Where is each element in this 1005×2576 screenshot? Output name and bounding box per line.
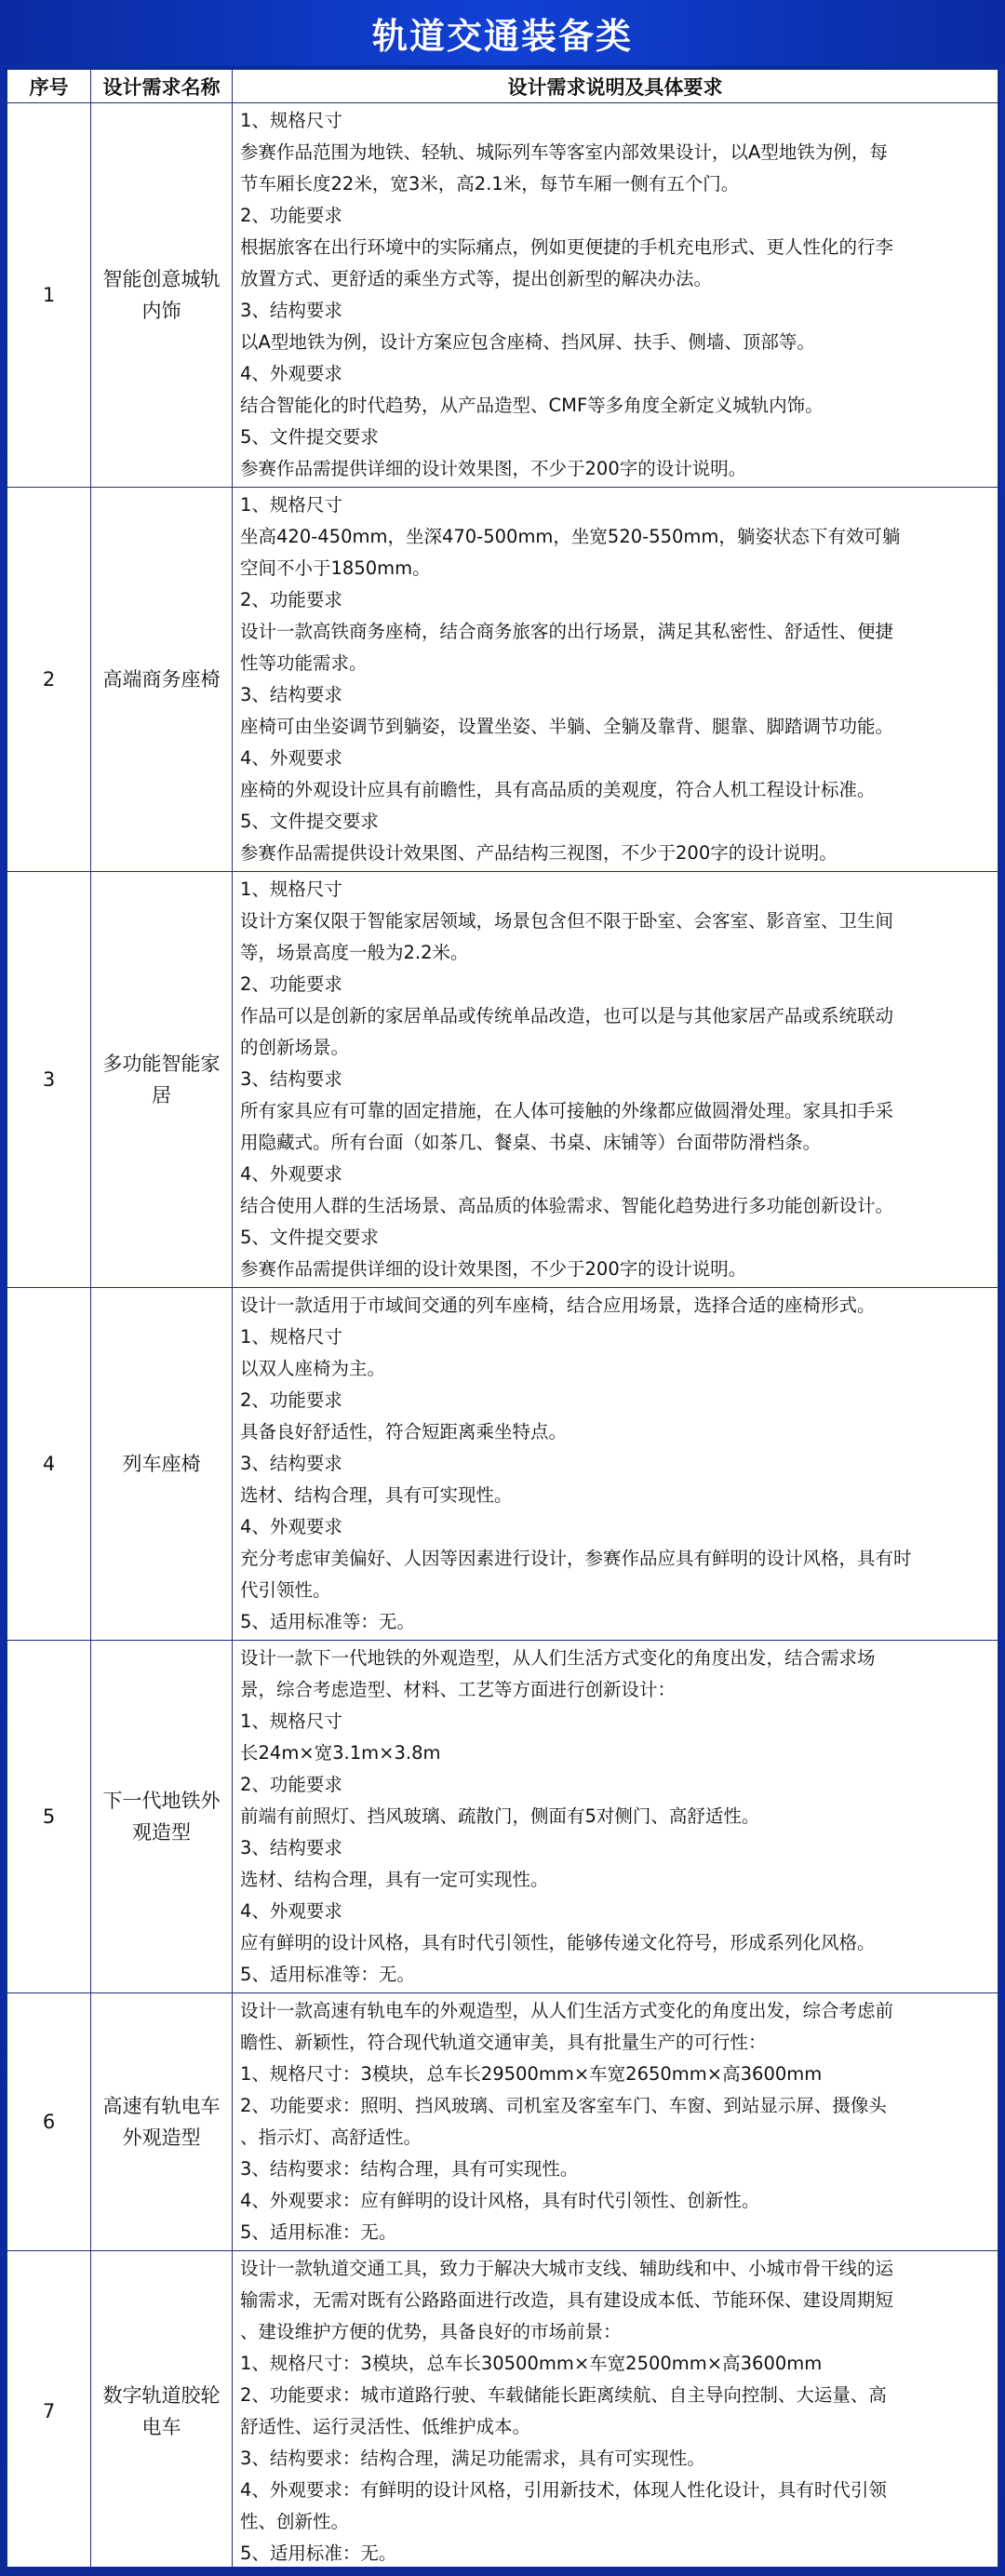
row-requirement-name: 下一代地铁外观造型: [91, 1641, 233, 1993]
description-line: 5、适用标准等：无。: [240, 1611, 415, 1632]
description-line: 代引领性。: [240, 1579, 331, 1601]
description-line: 4、外观要求：应有鲜明的设计风格，具有时代引领性、创新性。: [240, 2190, 760, 2211]
row-requirement-description: [233, 872, 998, 1288]
table-row: [7, 872, 998, 1288]
row-number: 4: [7, 1288, 91, 1641]
description-line: 3、结构要求: [240, 1068, 342, 1090]
description-line: 2、功能要求: [240, 205, 342, 226]
row-number: 7: [7, 2251, 91, 2572]
description-line: 舒适性、运行灵活性、低维护成本。: [240, 2416, 531, 2437]
description-line: 5、文件提交要求: [240, 811, 379, 832]
description-line: 3、结构要求: [240, 1453, 342, 1474]
description-line: 景，综合考虑造型、材料、工艺等方面进行创新设计：: [240, 1679, 677, 1700]
requirements-table: [7, 69, 998, 2572]
description-line: 参赛作品需提供设计效果图、产品结构三视图，不少于200字的设计说明。: [240, 842, 838, 864]
table-row: [7, 488, 998, 872]
description-line: 性等功能需求。: [240, 652, 368, 674]
description-line: 4、外观要求: [240, 363, 342, 384]
description-line: 4、外观要求: [240, 1516, 342, 1537]
header-desc: 设计需求说明及具体要求: [233, 70, 998, 103]
description-line: 、建设维护方便的优势，具备良好的市场前景：: [240, 2321, 622, 2342]
description-line: 设计一款高速有轨电车的外观造型，从人们生活方式变化的角度出发，综合考虑前: [240, 2000, 894, 2021]
row-requirement-name: 智能创意城轨内饰: [91, 103, 233, 488]
description-line: 4、外观要求: [240, 747, 342, 769]
description-line: 2、功能要求: [240, 1389, 342, 1411]
description-line: 3、结构要求：结构合理，满足功能需求，具有可实现性。: [240, 2448, 705, 2469]
description-line: 5、文件提交要求: [240, 426, 379, 448]
description-line: 座椅的外观设计应具有前瞻性，具有高品质的美观度，符合人机工程设计标准。: [240, 779, 876, 800]
header-no: 序号: [7, 70, 91, 103]
description-line: 座椅可由坐姿调节到躺姿，设置坐姿、半躺、全躺及靠背、腿靠、脚踏调节功能。: [240, 716, 894, 737]
description-line: 设计方案仅限于智能家居领域，场景包含但不限于卧室、会客室、影音室、卫生间: [240, 910, 894, 932]
row-number: 2: [7, 488, 91, 872]
row-requirement-description: [233, 1288, 998, 1641]
row-requirement-name: 高速有轨电车外观造型: [91, 1993, 233, 2251]
description-line: 3、结构要求：结构合理，具有可实现性。: [240, 2158, 579, 2180]
row-requirement-description: [233, 1993, 998, 2251]
table-row: [7, 103, 998, 488]
description-line: 参赛作品需提供详细的设计效果图，不少于200字的设计说明。: [240, 1258, 747, 1280]
table-row: [7, 1641, 998, 1993]
description-line: 作品可以是创新的家居单品或传统单品改造，也可以是与其他家居产品或系统联动: [240, 1005, 894, 1026]
description-line: 等，场景高度一般为2.2米。: [240, 942, 469, 963]
description-line: 3、结构要求: [240, 300, 342, 321]
description-line: 坐高420-450mm，坐深470-500mm，坐宽520-550mm，躺姿状态下有效可躺: [240, 526, 901, 547]
table-row: [7, 2251, 998, 2572]
description-line: 根据旅客在出行环境中的实际痛点，例如更便捷的手机充电形式、更人性化的行李: [240, 236, 894, 258]
description-line: 3、结构要求: [240, 684, 342, 705]
description-line: 空间不小于1850mm。: [240, 557, 431, 579]
description-line: 具备良好舒适性，符合短距离乘坐特点。: [240, 1421, 568, 1442]
page-title: 轨道交通装备类: [0, 0, 1005, 65]
row-requirement-description: [233, 2251, 998, 2572]
row-requirement-name: 多功能智能家居: [91, 872, 233, 1288]
description-line: 2、功能要求: [240, 1774, 342, 1795]
description-line: 选材、结构合理，具有可实现性。: [240, 1484, 513, 1506]
description-line: 结合智能化的时代趋势，从产品造型、CMF等多角度全新定义城轨内饰。: [240, 395, 824, 416]
description-line: 充分考虑审美偏好、人因等因素进行设计，参赛作品应具有鲜明的设计风格，具有时: [240, 1548, 912, 1569]
table-row: [7, 1288, 998, 1641]
table-body: [7, 103, 998, 2572]
description-line: 输需求，无需对既有公路路面进行改造，具有建设成本低、节能环保、建设周期短: [240, 2289, 894, 2311]
description-line: 1、规格尺寸: [240, 1711, 342, 1732]
description-line: 4、外观要求: [240, 1900, 342, 1922]
description-line: 节车厢长度22米，宽3米，高2.1米，每节车厢一侧有五个门。: [240, 173, 740, 195]
description-line: 放置方式、更舒适的乘坐方式等，提出创新型的解决办法。: [240, 268, 713, 289]
description-line: 4、外观要求：有鲜明的设计风格，引用新技术，体现人性化设计，具有时代引领: [240, 2479, 887, 2501]
description-line: 5、适用标准：无。: [240, 2221, 397, 2243]
row-requirement-name: 数字轨道胶轮电车: [91, 2251, 233, 2572]
description-line: 瞻性、新颖性，符合现代轨道交通审美，具有批量生产的可行性：: [240, 2032, 767, 2053]
description-line: 1、规格尺寸: [240, 494, 342, 516]
description-line: 1、规格尺寸：3模块，总车长30500mm×车宽2500mm×高3600mm: [240, 2353, 823, 2374]
row-number: 3: [7, 872, 91, 1288]
description-line: 2、功能要求：城市道路行驶、车载储能长距离续航、自主导向控制、大运量、高: [240, 2384, 887, 2406]
row-requirement-name: 高端商务座椅: [91, 488, 233, 872]
row-number: 6: [7, 1993, 91, 2251]
description-line: 1、规格尺寸: [240, 110, 342, 131]
description-line: 所有家具应有可靠的固定措施，在人体可接触的外缘都应做圆滑处理。家具扣手采: [240, 1100, 894, 1121]
description-line: 2、功能要求：照明、挡风玻璃、司机室及客室车门、车窗、到站显示屏、摄像头: [240, 2095, 887, 2116]
description-line: 用隐藏式。所有台面（如茶几、餐桌、书桌、床铺等）台面带防滑档条。: [240, 1132, 822, 1153]
description-line: 应有鲜明的设计风格，具有时代引领性，能够传递文化符号，形成系列化风格。: [240, 1932, 876, 1953]
description-line: 设计一款适用于市域间交通的列车座椅，结合应用场景，选择合适的座椅形式。: [240, 1295, 876, 1316]
description-line: 3、结构要求: [240, 1837, 342, 1858]
row-number: 5: [7, 1641, 91, 1993]
table-header-row: [7, 70, 998, 103]
description-line: 结合使用人群的生活场景、高品质的体验需求、智能化趋势进行多功能创新设计。: [240, 1195, 894, 1216]
row-requirement-description: [233, 1641, 998, 1993]
description-line: 5、文件提交要求: [240, 1227, 379, 1248]
description-line: 4、外观要求: [240, 1163, 342, 1185]
description-line: 、指示灯、高舒适性。: [240, 2127, 422, 2148]
description-line: 性、创新性。: [240, 2511, 350, 2532]
description-line: 的创新场景。: [240, 1037, 350, 1058]
description-line: 长24m×宽3.1m×3.8m: [240, 1742, 441, 1764]
row-requirement-description: [233, 103, 998, 488]
description-line: 设计一款高铁商务座椅，结合商务旅客的出行场景，满足其私密性、舒适性、便捷: [240, 621, 894, 642]
description-line: 参赛作品范围为地铁、轻轨、城际列车等客室内部效果设计，以A型地铁为例，每: [240, 141, 888, 163]
description-line: 1、规格尺寸：3模块，总车长29500mm×车宽2650mm×高3600mm: [240, 2063, 823, 2085]
description-line: 1、规格尺寸: [240, 1326, 342, 1348]
description-line: 选材、结构合理，具有一定可实现性。: [240, 1869, 549, 1890]
requirements-table-container: [5, 67, 1000, 2569]
description-line: 5、适用标准：无。: [240, 2542, 397, 2564]
description-line: 1、规格尺寸: [240, 879, 342, 900]
description-line: 以A型地铁为例，设计方案应包含座椅、挡风屏、扶手、侧墙、顶部等。: [240, 331, 815, 353]
description-line: 以双人座椅为主。: [240, 1358, 386, 1379]
description-line: 前端有前照灯、挡风玻璃、疏散门，侧面有5对侧门、高舒适性。: [240, 1805, 760, 1827]
description-line: 设计一款轨道交通工具，致力于解决大城市支线、辅助线和中、小城市骨干线的运: [240, 2258, 894, 2279]
description-line: 设计一款下一代地铁的外观造型，从人们生活方式变化的角度出发，结合需求场: [240, 1647, 876, 1669]
header-name: 设计需求名称: [91, 70, 233, 103]
description-line: 2、功能要求: [240, 589, 342, 610]
description-line: 2、功能要求: [240, 973, 342, 995]
row-number: 1: [7, 103, 91, 488]
row-requirement-name: 列车座椅: [91, 1288, 233, 1641]
row-requirement-description: [233, 488, 998, 872]
description-line: 参赛作品需提供详细的设计效果图，不少于200字的设计说明。: [240, 458, 747, 479]
description-line: 5、适用标准等：无。: [240, 1964, 415, 1985]
table-row: [7, 1993, 998, 2251]
